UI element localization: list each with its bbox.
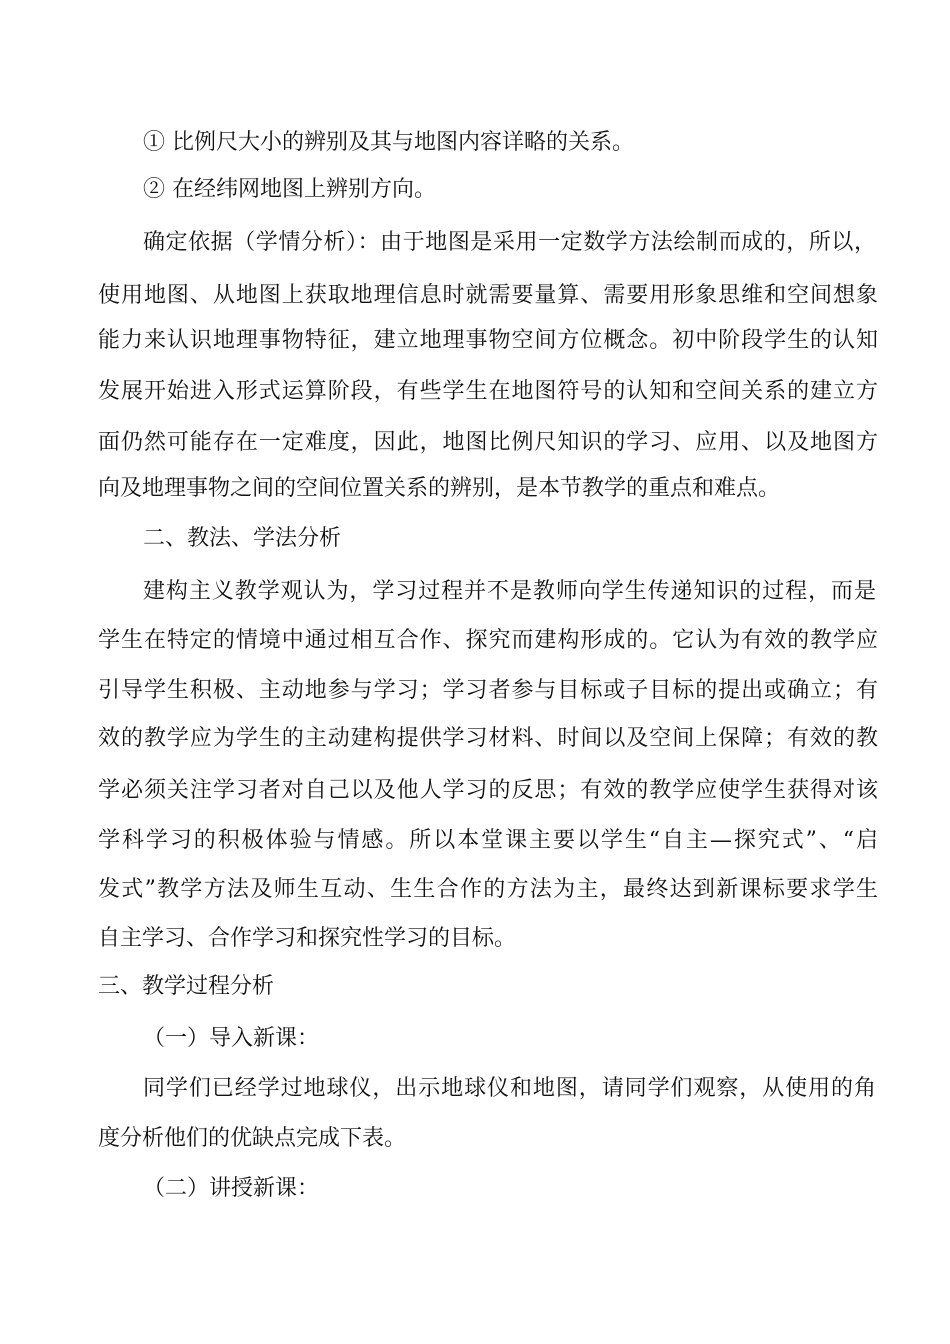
- section-heading-3: 三、教学过程分析: [98, 974, 275, 999]
- paragraph-line: 度分析他们的优缺点完成下表。: [98, 1126, 407, 1151]
- paragraph-line: 效的教学应为学生的主动建构提供学习材料、时间以及空间上保障；有效的教: [98, 726, 878, 751]
- paragraph-line: 学必须关注学习者对自己以及他人学习的反思；有效的教学应使学生获得对该: [98, 778, 878, 803]
- paragraph-line: 同学们已经学过地球仪，出示地球仪和地图，请同学们观察，从使用的角: [143, 1076, 876, 1101]
- paragraph-line: 使用地图、从地图上获取地理信息时就需要量算、需要用形象思维和空间想象: [98, 283, 878, 308]
- subsection-heading-2: （二）讲授新课：: [143, 1176, 320, 1201]
- paragraph-line: 发展开始进入形式运算阶段，有些学生在地图符号的认知和空间关系的建立方: [98, 379, 878, 404]
- paragraph-line: 自主学习、合作学习和探究性学习的目标。: [98, 926, 517, 951]
- paragraph-line: 确定依据（学情分析）：由于地图是采用一定数学方法绘制而成的，所以，: [143, 230, 876, 255]
- subsection-heading-1: （一）导入新课：: [143, 1026, 320, 1051]
- paragraph-line: 学科学习的积极体验与情感。所以本堂课主要以学生“自主—探究式”、“启: [98, 828, 878, 853]
- paragraph-line: 发式”教学方法及师生互动、生生合作的方法为主，最终达到新课标要求学生: [98, 877, 878, 902]
- section-heading-2: 二、教法、学法分析: [143, 526, 342, 551]
- key-point-2: ② 在经纬网地图上辨别方向。: [143, 177, 436, 202]
- paragraph-line: 引导学生积极、主动地参与学习；学习者参与目标或子目标的提出或确立；有: [98, 678, 878, 703]
- paragraph-line: 面仍然可能存在一定难度，因此，地图比例尺知识的学习、应用、以及地图方: [98, 430, 878, 455]
- key-point-1: ① 比例尺大小的辨别及其与地图内容详略的关系。: [143, 130, 634, 155]
- paragraph-line: 学生在特定的情境中通过相互合作、探究而建构形成的。它认为有效的教学应: [98, 628, 878, 653]
- paragraph-line: 能力来认识地理事物特征，建立地理事物空间方位概念。初中阶段学生的认知: [98, 328, 878, 353]
- paragraph-line: 建构主义教学观认为，学习过程并不是教师向学生传递知识的过程，而是: [143, 579, 876, 604]
- paragraph-line: 向及地理事物之间的空间位置关系的辨别，是本节教学的重点和难点。: [98, 476, 781, 501]
